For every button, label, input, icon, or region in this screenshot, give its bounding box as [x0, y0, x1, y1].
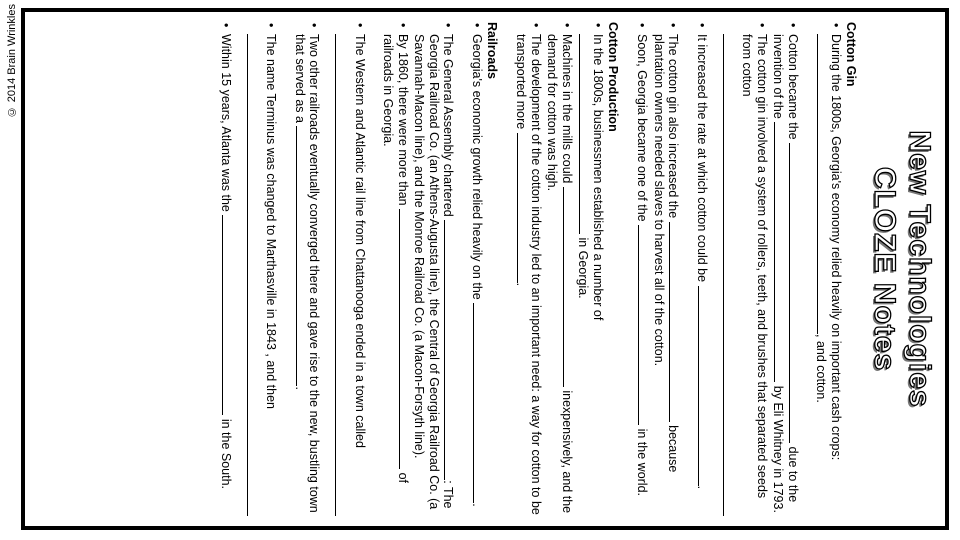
list-item: • During the 1800s, Georgia's economy relied heavily on important cash crops: , and cotton. [814, 34, 843, 516]
list-item: • Within 15 years, Atlanta was the in the South. [219, 34, 234, 516]
section-heading-cotton-gin: Cotton Gin [844, 22, 858, 87]
list-item: • Georgia's economic growth relied heavily on the . [470, 34, 485, 516]
worksheet-title [867, 22, 937, 516]
fill-blank[interactable] [399, 209, 410, 469]
list-item: • It increased the rate at which cotton could be . [695, 34, 710, 516]
title-line-1: New Technologies [903, 130, 936, 408]
fill-blank[interactable] [723, 34, 738, 516]
section-heading-railroads: Railroads [485, 22, 499, 79]
fill-blank[interactable] [775, 122, 786, 382]
fill-blank[interactable] [563, 187, 574, 387]
list-item: • The development of the cotton industry led to an important need: a way for cotton to be transported more . [514, 34, 543, 516]
fill-blank[interactable] [518, 133, 529, 283]
list-item: • Machines in the mills could inexpensively, and the demand for cotton was high. [545, 34, 574, 516]
list-item: • The name Terminus was changed to Marthasville in 1843 , and then [247, 34, 279, 516]
list-item: • The cotton gin involved a system of rollers, teeth, and brushes that separated seeds from cotton [723, 34, 769, 516]
fill-blank[interactable] [698, 286, 709, 486]
fill-blank[interactable] [336, 34, 351, 516]
cotton-gin-list [635, 22, 843, 516]
fill-blank[interactable] [247, 34, 262, 516]
copyright-text: © 2014 Brain Wrinkles [6, 4, 18, 118]
railroads-list [219, 22, 485, 516]
fill-blank[interactable] [639, 225, 650, 425]
title-line-2: CLOZE Notes [868, 166, 901, 372]
fill-blank[interactable] [222, 215, 233, 415]
list-item: • By 1860, there were more than of railroads in Georgia. [381, 34, 410, 516]
copyright-notice [6, 0, 20, 540]
worksheet-frame [21, 8, 949, 530]
cotton-production-list [514, 22, 605, 516]
fill-blank[interactable] [473, 303, 484, 503]
worksheet-content [25, 12, 945, 526]
list-item: • Two other railroads eventually converged there and gave rise to the new, bustling town that served as a . [293, 34, 322, 516]
fill-blank[interactable] [670, 222, 681, 422]
fill-blank[interactable] [445, 220, 456, 480]
fill-blank[interactable] [580, 34, 591, 234]
list-item: • In the 1800s, businessmen established a number of in Georgia. [576, 34, 605, 516]
list-item: • The cotton gin also increased the because plantation owners needed slaves to harvest all of the cotton. [652, 34, 681, 516]
list-item: • The Western and Atlantic rail line from Chattanooga ended in a town called [336, 34, 368, 516]
fill-blank[interactable] [818, 34, 829, 334]
fill-blank[interactable] [296, 126, 307, 386]
list-item: • The General Assembly chartered : The Georgia Railroad Co. (an Athens-Augusta line), the Central of Georgia Railroad Co. (a Savannah-Macon line), and the Monroe Railroad Co. (a Macon-Forsyth line). [412, 34, 456, 516]
list-item: • Cotton became the due to the invention of the by Eli Whitney in 1793. [771, 34, 800, 516]
section-heading-cotton-production: Cotton Production [606, 22, 620, 132]
list-item: • Soon, Georgia became one of the in the world. [635, 34, 650, 516]
fill-blank[interactable] [789, 143, 800, 443]
